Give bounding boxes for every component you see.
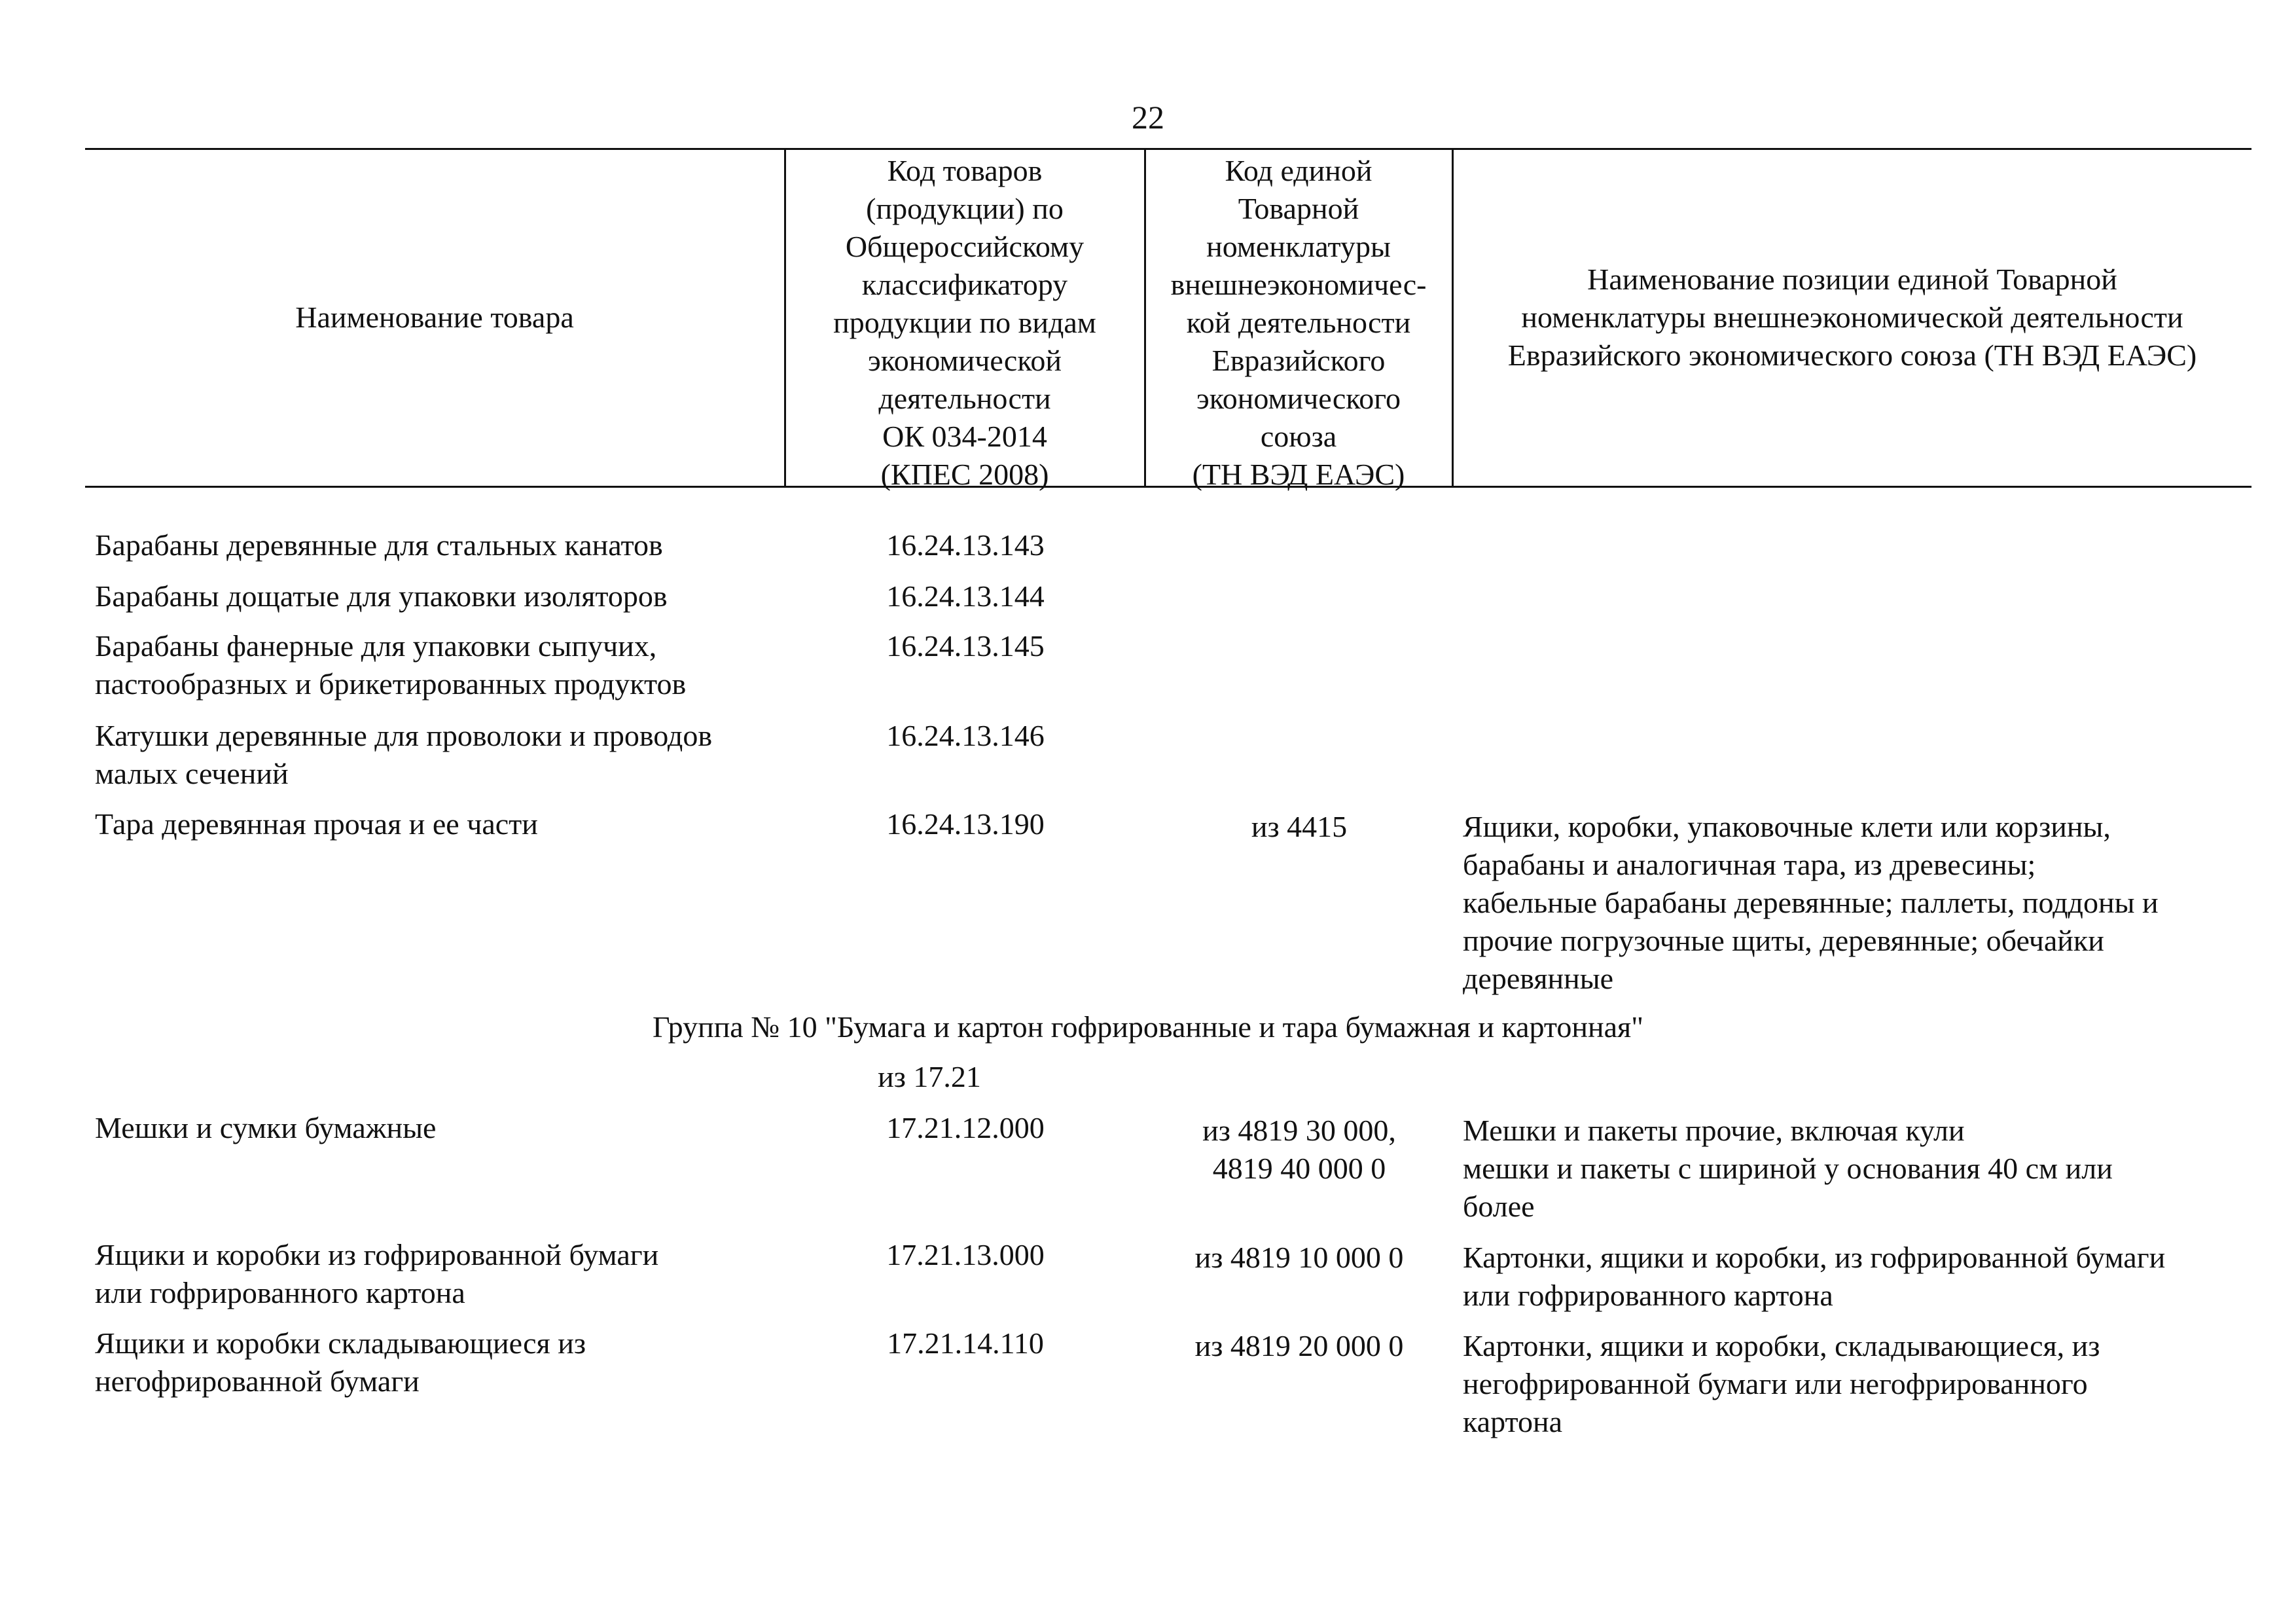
text-line: Тара деревянная прочая и ее части [95, 807, 538, 841]
text-line: мешки и пакеты с шириной у основания 40 см или [1463, 1152, 2113, 1185]
text-line: (КПЕС 2008) [880, 458, 1049, 491]
text-line: из 4819 10 000 0 [1194, 1241, 1404, 1274]
text-line: деятельности [878, 382, 1051, 415]
product-name-cell [95, 627, 686, 703]
text-line: Картонки, ящики и коробки, складывающиеся, из [1463, 1329, 2100, 1362]
product-name-cell [95, 1109, 436, 1147]
text-line: продукции по видам [833, 306, 1096, 339]
okpd-code-cell: 16.24.13.144 [886, 579, 1045, 613]
tnved-description-cell [1463, 808, 2159, 998]
page-number: 22 [1132, 99, 1164, 136]
text-line: Код товаров [887, 154, 1043, 187]
text-line: Барабаны фанерные для упаковки сыпучих, [95, 629, 657, 663]
text-line: (ТН ВЭД ЕАЭС) [1192, 458, 1405, 491]
text-line: негофрированной бумаги или негофрированного [1463, 1367, 2088, 1400]
product-name-cell [95, 1324, 586, 1400]
text-line: из 4819 20 000 0 [1194, 1329, 1404, 1362]
group-title: Группа № 10 "Бумага и картон гофрированные и тара бумажная и картонная" [652, 1010, 1643, 1044]
text-line: Катушки деревянные для проволоки и проводов [95, 719, 713, 752]
text-line: союза [1260, 420, 1337, 453]
text-line: прочие погрузочные щиты, деревянные; обечайки [1463, 924, 2104, 957]
text-line: или гофрированного картона [95, 1276, 465, 1309]
text-line: Ящики, коробки, упаковочные клети или корзины, [1463, 810, 2111, 843]
okpd-code-cell: 17.21.14.110 [887, 1326, 1044, 1360]
group-code: из 17.21 [878, 1060, 981, 1093]
text-line: ОК 034-2014 [882, 420, 1047, 453]
product-name-cell [95, 526, 663, 564]
text-line: или гофрированного картона [1463, 1279, 1833, 1312]
text-line: классификатору [861, 268, 1068, 301]
text-line: кой деятельности [1186, 306, 1411, 339]
text-line: Код единой [1225, 154, 1372, 187]
text-line: Ящики и коробки складывающиеся из [95, 1326, 586, 1360]
text-line: Мешки и сумки бумажные [95, 1111, 437, 1144]
tnved-code-cell [1149, 1327, 1450, 1365]
okpd-code-cell: 16.24.13.190 [886, 807, 1045, 841]
product-name-cell [95, 1236, 658, 1312]
product-name-cell [95, 577, 668, 615]
text-line: Картонки, ящики и коробки, из гофрированной бумаги [1463, 1241, 2166, 1274]
text-line: экономического [1196, 382, 1401, 415]
okpd-code-cell: 17.21.13.000 [886, 1238, 1045, 1271]
text-line: внешнеэкономичес- [1170, 268, 1427, 301]
text-line: Мешки и пакеты прочие, включая кули [1463, 1114, 1965, 1147]
text-line: Товарной [1238, 192, 1359, 225]
text-line: Ящики и коробки из гофрированной бумаги [95, 1238, 659, 1271]
tnved-code-cell [1149, 1239, 1450, 1277]
text-line: кабельные барабаны деревянные; паллеты, поддоны и [1463, 886, 2159, 919]
text-line: картона [1463, 1405, 1562, 1438]
text-line: Барабаны дощатые для упаковки изоляторов [95, 579, 668, 613]
product-name-cell [95, 805, 538, 843]
text-line: Евразийского [1211, 344, 1386, 377]
tnved-code-cell [1149, 1112, 1450, 1188]
text-line: малых сечений [95, 757, 289, 790]
text-line: Наименование позиции единой Товарной [1587, 263, 2117, 296]
text-line: из 4819 30 000, [1202, 1114, 1396, 1147]
okpd-code-cell: 16.24.13.145 [886, 629, 1045, 663]
text-line: Общероссийскому [845, 230, 1085, 263]
okpd-code-cell: 16.24.13.146 [886, 719, 1045, 752]
tnved-description-cell [1463, 1239, 2165, 1315]
text-line: пастообразных и брикетированных продуктов [95, 667, 687, 701]
text-line: барабаны и аналогичная тара, из древесины; [1463, 848, 2036, 881]
tnved-code-cell [1149, 808, 1450, 846]
text-line: (продукции) по [866, 192, 1064, 225]
text-line: экономической [868, 344, 1062, 377]
tnved-description-cell [1463, 1112, 2113, 1226]
header-product-name: Наименование товара [295, 301, 574, 334]
text-line: номенклатуры [1206, 230, 1391, 263]
text-line: негофрированной бумаги [95, 1364, 420, 1398]
okpd-code-cell: 17.21.12.000 [886, 1111, 1045, 1144]
text-line: Барабаны деревянные для стальных канатов [95, 528, 663, 562]
okpd-code-cell: 16.24.13.143 [886, 528, 1045, 562]
text-line: деревянные [1463, 962, 1614, 995]
text-line: номенклатуры внешнеэкономической деятельности [1521, 301, 2183, 334]
tnved-description-cell [1463, 1327, 2100, 1441]
text-line: Евразийского экономического союза (ТН ВЭД ЕАЭС) [1507, 338, 2197, 372]
text-line: из 4415 [1251, 810, 1348, 843]
product-name-cell [95, 717, 712, 793]
text-line: 4819 40 000 0 [1212, 1152, 1386, 1185]
text-line: более [1463, 1190, 1535, 1223]
